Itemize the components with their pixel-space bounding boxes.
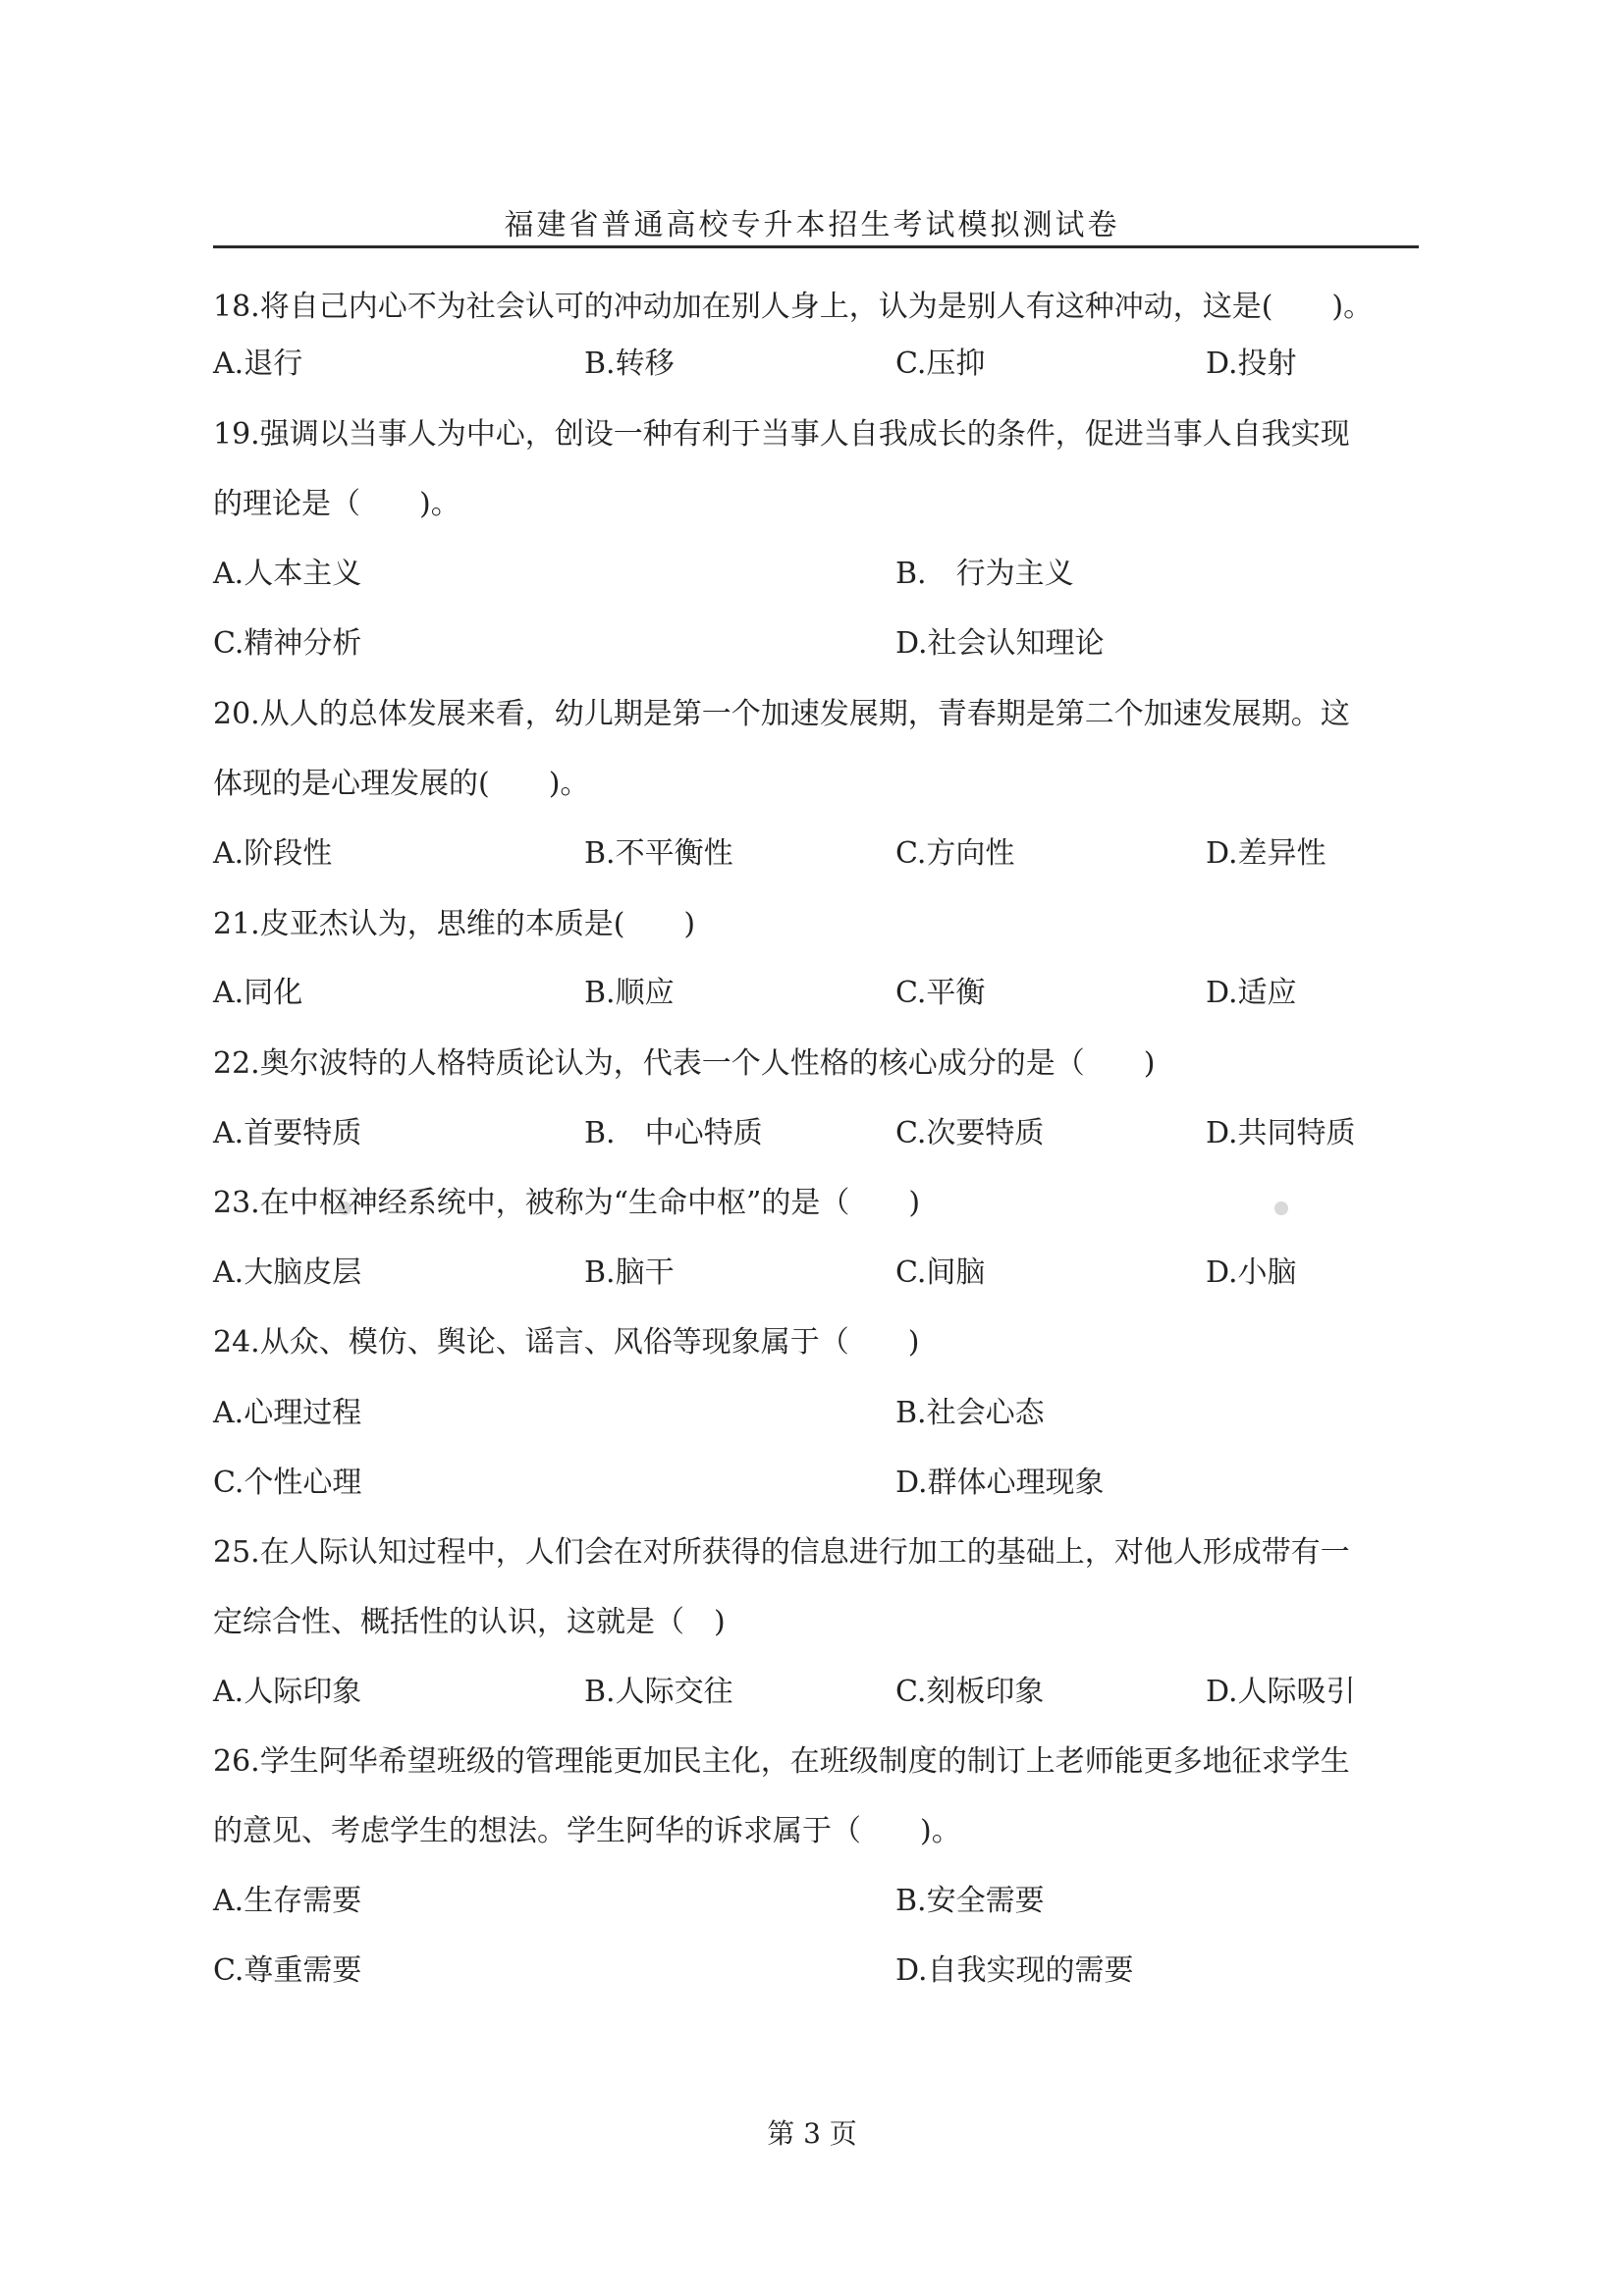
question-19-option-a: A.人本主义	[213, 557, 362, 591]
question-19-text-cont: 的理论是（ )。	[213, 487, 460, 521]
question-18-option-d: D.投射	[1206, 347, 1297, 381]
question-26-option-c: C.尊重需要	[213, 1953, 362, 1988]
question-25-option-d: D.人际吸引	[1206, 1675, 1356, 1709]
header-divider	[213, 245, 1419, 248]
question-24-option-a: A.心理过程	[213, 1396, 362, 1430]
question-21-option-c: C.平衡	[895, 976, 986, 1010]
page-number: 第 3 页	[767, 2117, 857, 2150]
question-25-option-c: C.刻板印象	[895, 1675, 1045, 1709]
question-18-option-a: A.退行	[213, 347, 303, 381]
question-26-option-d: D.自我实现的需要	[895, 1953, 1134, 1988]
question-22-option-c: C.次要特质	[895, 1116, 1045, 1150]
question-22-option-a: A.首要特质	[213, 1116, 362, 1150]
question-23-text: 23.在中枢神经系统中，被称为“生命中枢”的是（ )	[213, 1186, 921, 1220]
question-21-option-d: D.适应	[1206, 976, 1297, 1010]
question-22-text: 22.奥尔波特的人格特质论认为，代表一个人性格的核心成分的是（ )	[213, 1046, 1156, 1081]
question-24-option-c: C.个性心理	[213, 1466, 362, 1500]
question-23-option-d: D.小脑	[1206, 1255, 1297, 1290]
question-22-option-d: D.共同特质	[1206, 1116, 1356, 1150]
question-23-option-b: B.脑干	[584, 1255, 675, 1290]
question-26-text-cont: 的意见、考虑学生的想法。学生阿华的诉求属于（ )。	[213, 1814, 961, 1848]
question-24-option-d: D.群体心理现象	[895, 1466, 1105, 1500]
question-20-option-d: D.差异性	[1206, 836, 1326, 871]
question-24-text: 24.从众、模仿、舆论、谣言、风俗等现象属于（ )	[213, 1325, 920, 1360]
question-21-text: 21.皮亚杰认为，思维的本质是( )	[213, 907, 696, 941]
question-19-option-b: B. 行为主义	[895, 557, 1074, 591]
question-19-text: 19.强调以当事人为中心，创设一种有利于当事人自我成长的条件，促进当事人自我实现	[213, 417, 1350, 452]
question-23-option-c: C.间脑	[895, 1255, 986, 1290]
question-26-text: 26.学生阿华希望班级的管理能更加民主化，在班级制度的制订上老师能更多地征求学生	[213, 1744, 1350, 1779]
question-26-option-a: A.生存需要	[213, 1884, 362, 1918]
question-26-option-b: B.安全需要	[895, 1884, 1045, 1918]
question-21-option-b: B.顺应	[584, 976, 675, 1010]
question-20-option-a: A.阶段性	[213, 836, 333, 871]
question-20-option-b: B.不平衡性	[584, 836, 733, 871]
question-20-option-c: C.方向性	[895, 836, 1015, 871]
question-25-text: 25.在人际认知过程中，人们会在对所获得的信息进行加工的基础上，对他人形成带有一	[213, 1535, 1350, 1570]
question-25-text-cont: 定综合性、概括性的认识，这就是（ )	[213, 1605, 726, 1639]
question-25-option-a: A.人际印象	[213, 1675, 362, 1709]
question-18-option-c: C.压抑	[895, 347, 986, 381]
question-22-option-b: B. 中心特质	[584, 1116, 763, 1150]
question-25-option-b: B.人际交往	[584, 1675, 733, 1709]
question-19-option-c: C.精神分析	[213, 626, 362, 661]
question-24-option-b: B.社会心态	[895, 1396, 1045, 1430]
question-19-option-d: D.社会认知理论	[895, 626, 1105, 661]
question-20-text: 20.从人的总体发展来看，幼儿期是第一个加速发展期，青春期是第二个加速发展期。这	[213, 697, 1350, 731]
question-23-option-a: A.大脑皮层	[213, 1255, 362, 1290]
question-20-text-cont: 体现的是心理发展的( )。	[213, 767, 590, 801]
question-18-text: 18.将自己内心不为社会认可的冲动加在别人身上，认为是别人有这种冲动，这是( )。	[213, 290, 1374, 324]
page-header-title: 福建省普通高校专升本招生考试模拟测试卷	[504, 208, 1120, 242]
question-21-option-a: A.同化	[213, 976, 303, 1010]
question-18-option-b: B.转移	[584, 347, 675, 381]
